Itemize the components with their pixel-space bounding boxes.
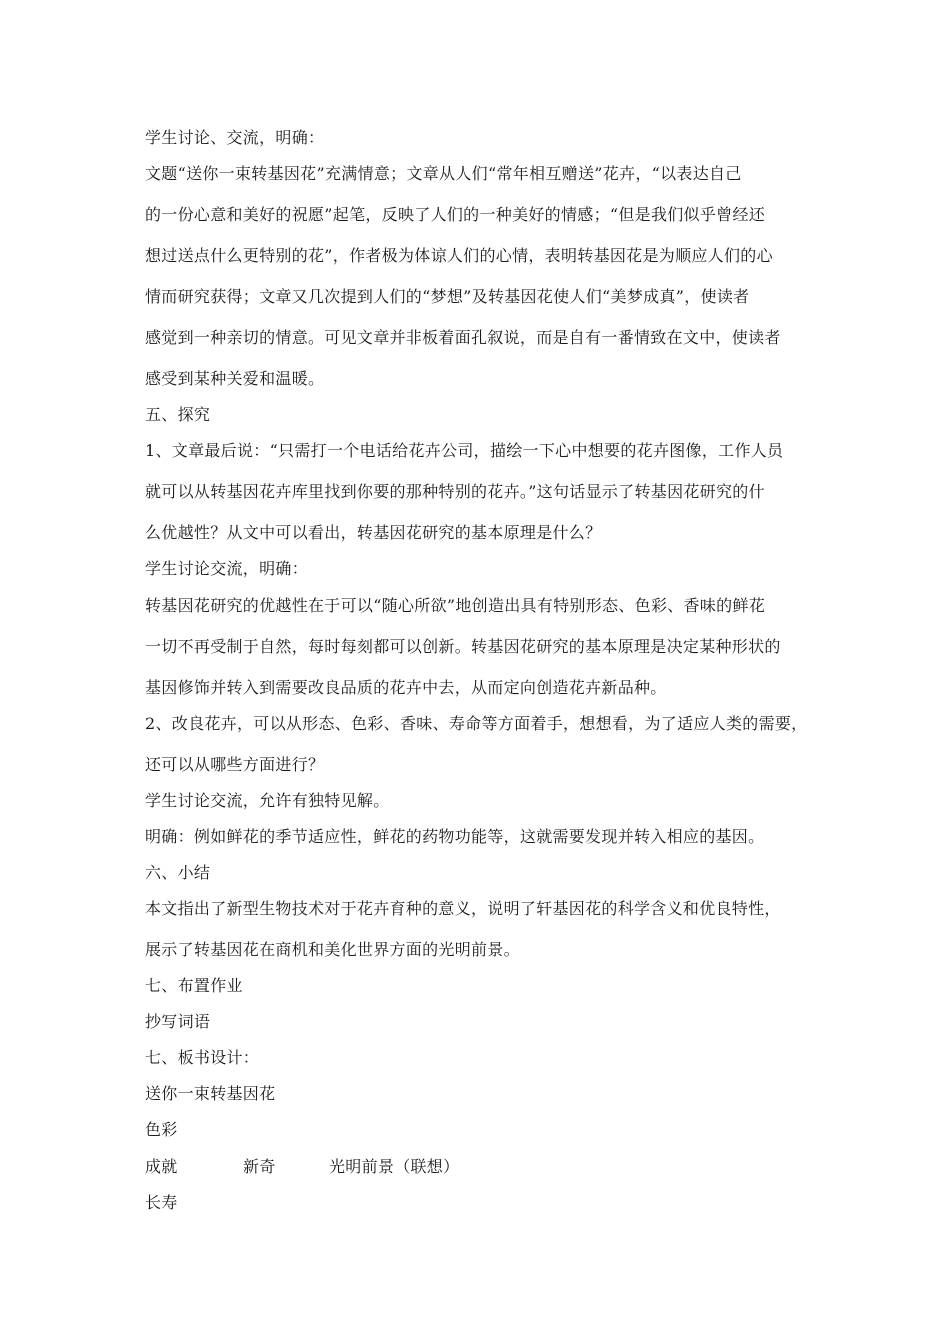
text-line: 长寿 — [145, 1193, 178, 1212]
text-line: 感受到某种关爱和温暖。 — [145, 369, 325, 388]
section-heading: 五、探究 — [145, 405, 211, 424]
board-col-2: 新奇 — [243, 1157, 276, 1176]
text-line: 基因修饰并转入到需要改良品质的花卉中去，从而定向创造花卉新品种。 — [145, 678, 667, 697]
section-heading: 七、布置作业 — [145, 976, 243, 995]
text-line: 么优越性？从文中可以看出，转基因花研究的基本原理是什么？ — [145, 523, 602, 542]
section-heading: 六、小结 — [145, 863, 211, 882]
text-line: 1、文章最后说：“只需打一个电话给花卉公司，描绘一下心中想要的花卉图像，工作人员 — [145, 441, 784, 460]
text-line: 情而研究获得；文章又几次提到人们的“梦想”及转基因花使人们“美梦成真”，使读者 — [145, 287, 750, 306]
text-line: 文题“送你一束转基因花”充满情意；文章从人们“常年相互赠送”花卉，“以表达自己 — [145, 164, 742, 183]
text-line: 还可以从哪些方面进行？ — [145, 755, 325, 774]
text-line: 展示了转基因花在商机和美化世界方面的光明前景。 — [145, 940, 520, 959]
text-line: 抄写词语 — [145, 1012, 211, 1031]
board-col-3: 光明前景（联想） — [329, 1157, 460, 1176]
text-line: 色彩 — [145, 1120, 178, 1139]
text-line: 感觉到一种亲切的情意。可见文章并非板着面孔叙说，而是自有一番情致在文中，使读者 — [145, 328, 781, 347]
text-line: 学生讨论、交流，明确： — [145, 128, 325, 147]
text-line: 转基因花研究的优越性在于可以“随心所欲”地创造出具有特别形态、色彩、香味的鲜花 — [145, 596, 766, 615]
board-col-1: 成就 — [145, 1157, 178, 1176]
text-line: 学生讨论交流，允许有独特见解。 — [145, 791, 390, 810]
section-heading: 七、板书设计： — [145, 1048, 260, 1067]
text-line: 就可以从转基因花卉库里找到你要的那种特别的花卉。”这句话显示了转基因花研究的什 — [145, 482, 765, 501]
text-line: 本文指出了新型生物技术对于花卉育种的意义，说明了轩基因花的科学含义和优良特性， — [145, 899, 781, 918]
text-line: 明确：例如鲜花的季节适应性，鲜花的药物功能等，这就需要发现并转入相应的基因。 — [145, 827, 765, 846]
text-line: 一切不再受制于自然，每时每刻都可以创新。转基因花研究的基本原理是决定某种形状的 — [145, 637, 781, 656]
text-line: 学生讨论交流，明确： — [145, 559, 309, 578]
text-line: 送你一束转基因花 — [145, 1084, 276, 1103]
text-line: 2、改良花卉，可以从形态、色彩、香味、寿命等方面着手，想想看，为了适应人类的需要， — [145, 714, 808, 733]
text-line: 的一份心意和美好的祝愿”起笔，反映了人们的一种美好的情感；“但是我们似乎曾经还 — [145, 205, 766, 224]
text-line: 想过送点什么更特别的花”，作者极为体谅人们的心情，表明转基因花是为顺应人们的心 — [145, 246, 773, 265]
